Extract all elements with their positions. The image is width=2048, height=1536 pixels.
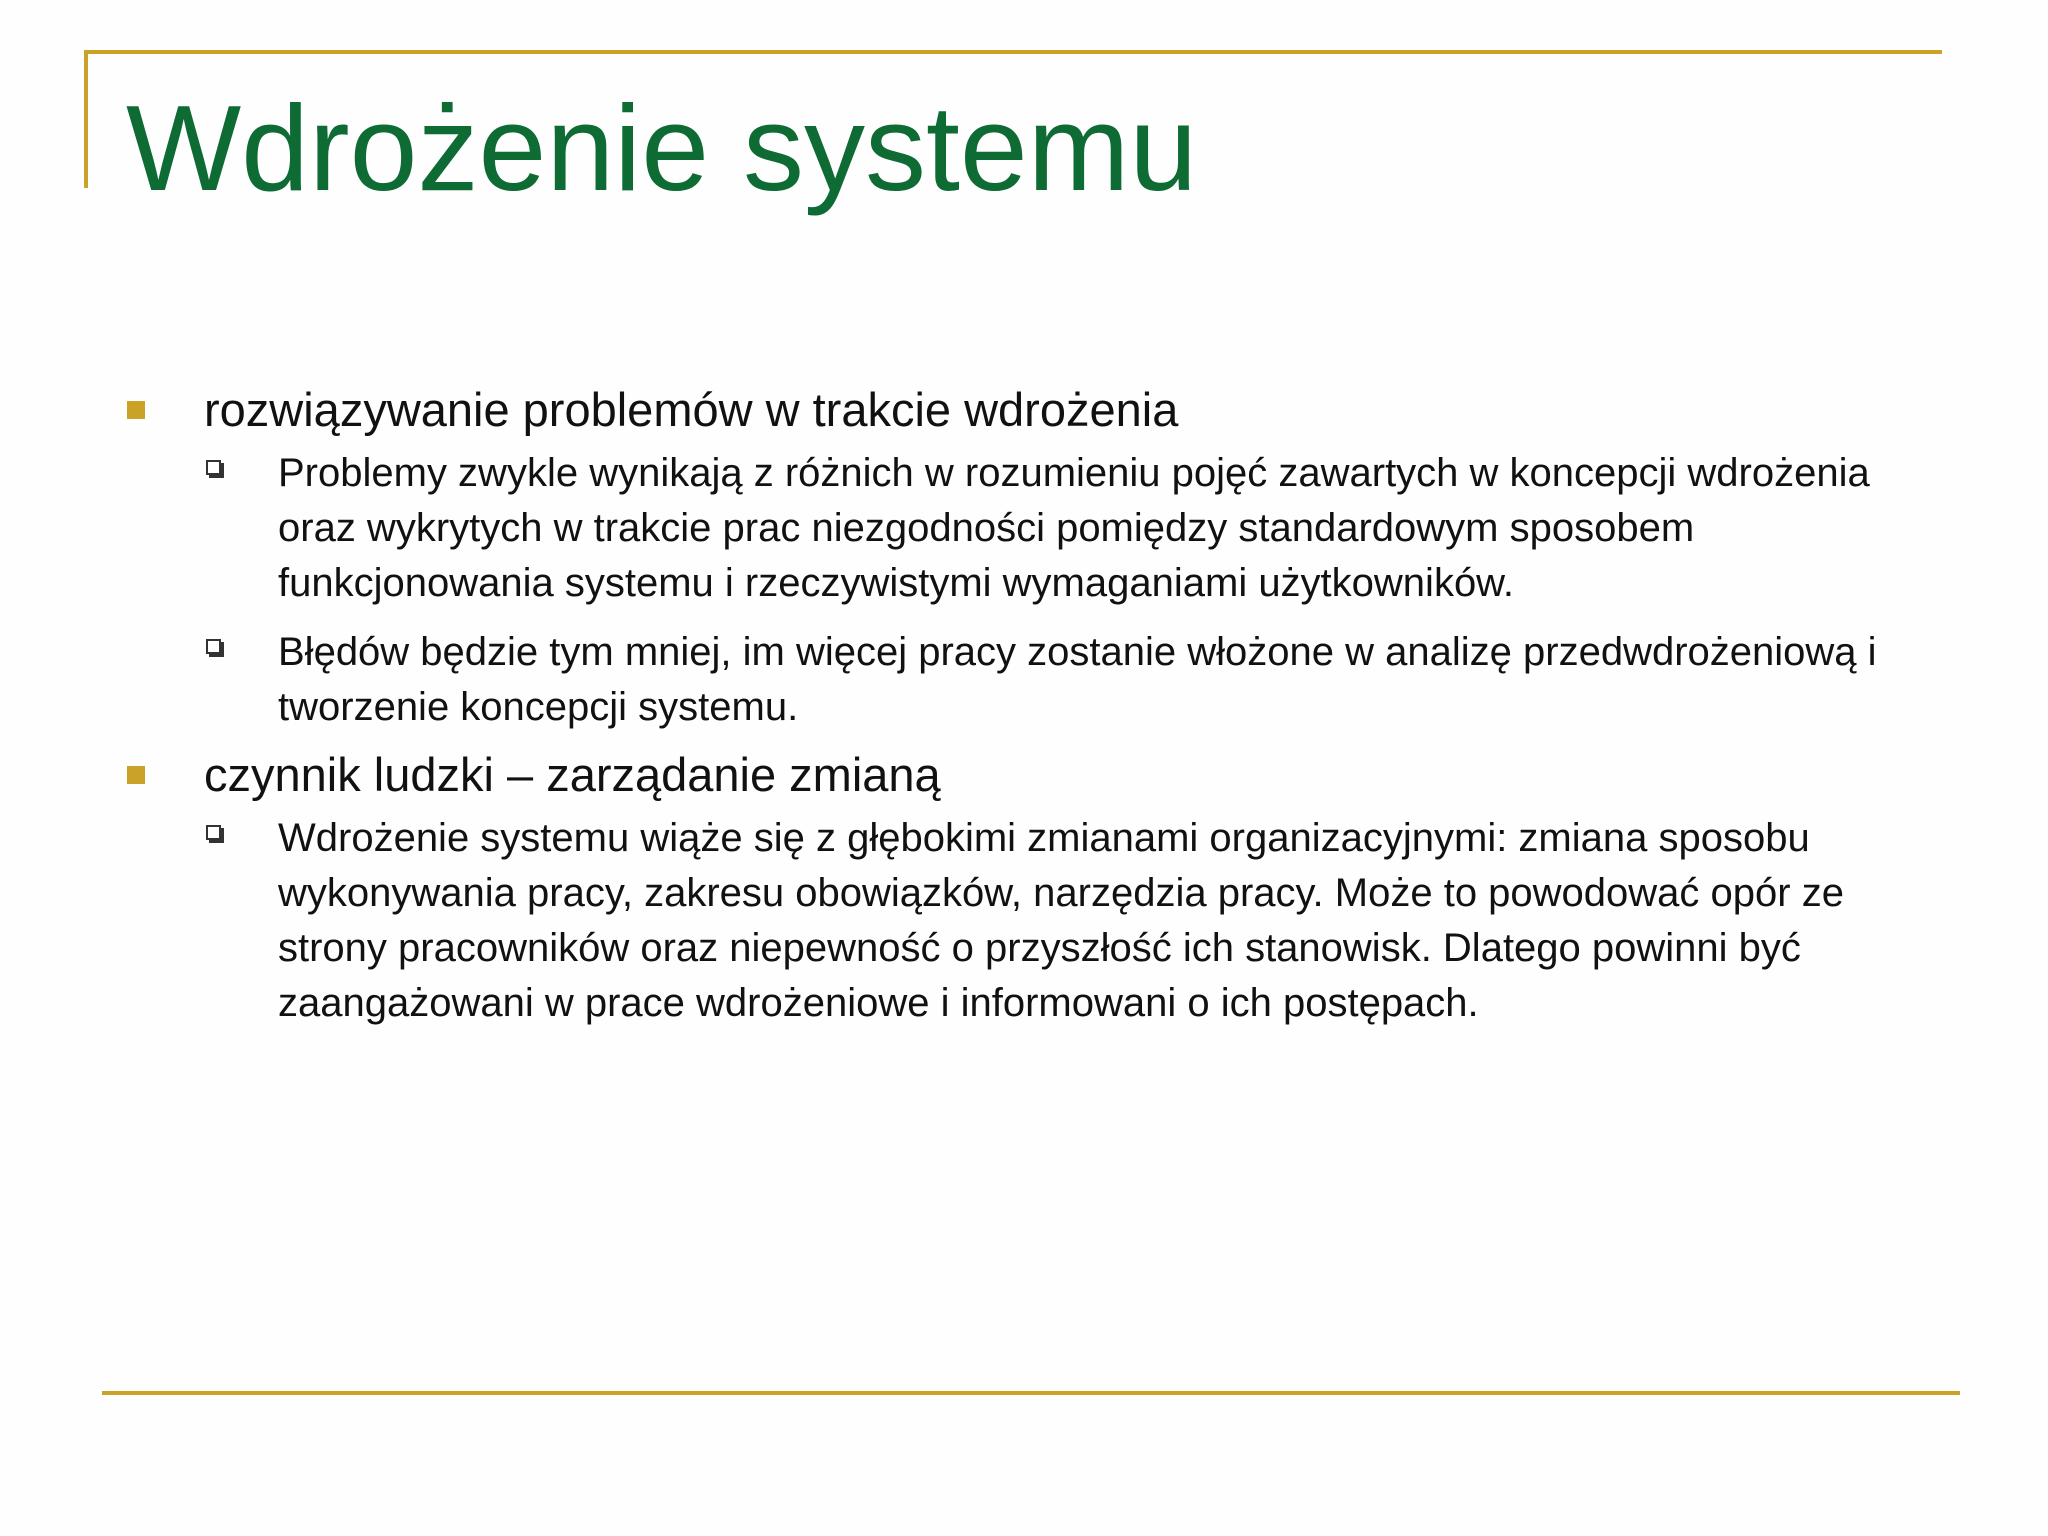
bullet-list (120, 380, 1950, 1041)
square-bullet-icon (127, 401, 145, 419)
sub-point-text: Błędów będzie tym mniej, im więcej pracy zostanie włożone w analizę przedwdrożeniową i tworzenie koncepcji systemu. (278, 630, 1877, 729)
hollow-square-bullet-icon (206, 460, 221, 475)
sub-point-text: Wdrożenie systemu wiąże się z głębokimi zmianami organizacyjnymi: zmiana sposobu wykonywania pracy, zakresu obowiązków, narzędzia pracy. Może to powodować opór ze strony pracowników oraz niepewność o przyszłość ich stanowisk. Dlatego powinni być zaangażowani w prace wdrożeniowe i informowani o ich postępach. (278, 816, 1844, 1025)
hollow-square-bullet-icon (206, 825, 221, 840)
sub-point (120, 625, 1950, 735)
top-border-line (84, 50, 1942, 54)
sub-point-text: Problemy zwykle wynikają z różnich w rozumieniu pojęć zawartych w koncepcji wdrożenia oraz wykrytych w trakcie prac niezgodności pomiędzy standardowym sposobem funkcjonowania systemu i rzeczywistymi wymaganiami użytkowników. (278, 451, 1870, 605)
section-heading-text: czynnik ludzki – zarządanie zmianą (204, 748, 941, 801)
left-border-line (84, 50, 88, 188)
hollow-square-bullet-icon (206, 639, 221, 654)
square-bullet-icon (127, 766, 145, 784)
section-heading (120, 745, 1950, 805)
section-heading-text: rozwiązywanie problemów w trakcie wdrożenia (204, 383, 1179, 436)
section-heading (120, 380, 1950, 440)
slide-title: Wdrożenie systemu (126, 80, 1198, 216)
bottom-border-line (102, 1391, 1960, 1395)
sub-point (120, 446, 1950, 611)
sub-point (120, 811, 1950, 1031)
